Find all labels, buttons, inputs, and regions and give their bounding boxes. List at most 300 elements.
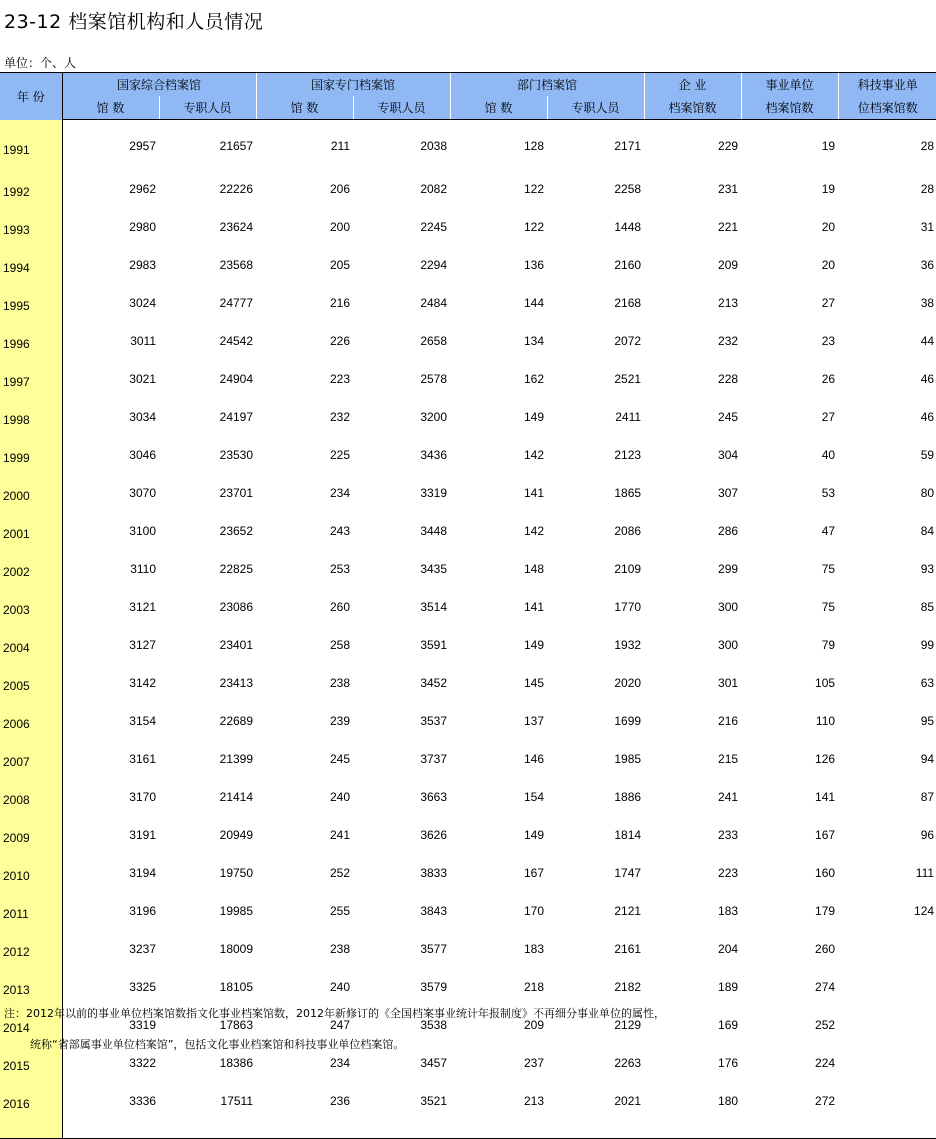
national-comprehensive-staff-cell: 23086 — [219, 599, 254, 614]
national-specialized-staff-cell: 3843 — [420, 903, 448, 918]
national-comprehensive-staff-cell: 24197 — [219, 409, 254, 424]
national-specialized-staff-cell: 3435 — [420, 561, 448, 576]
departmental-count-cell: 128 — [524, 138, 545, 153]
departmental-count-cell: 183 — [524, 941, 545, 956]
national-specialized-staff-cell: 2245 — [420, 219, 448, 234]
scitech-count-cell: 80 — [920, 485, 935, 500]
national-specialized-count-cell: 258 — [329, 637, 351, 652]
departmental-count-cell: 149 — [524, 637, 545, 652]
departmental-count-cell: 146 — [524, 751, 545, 766]
scitech-count-cell: 63 — [920, 675, 935, 690]
table-row — [0, 702, 936, 740]
departmental-staff-cell: 1699 — [614, 713, 642, 728]
year-cell: 2003 — [0, 588, 62, 626]
scitech-count-cell: 93 — [920, 561, 935, 576]
table-row — [0, 474, 936, 512]
national-comprehensive-count-cell: 3127 — [129, 637, 156, 652]
enterprise-count-cell: 180 — [718, 1093, 739, 1108]
institution-count-cell: 47 — [821, 523, 836, 538]
national-comprehensive-staff-cell: 22689 — [219, 713, 254, 728]
spacer-cell — [256, 1120, 353, 1139]
departmental-count-cell: 134 — [524, 333, 545, 348]
institution-count-cell: 272 — [815, 1093, 836, 1108]
scitech-count-cell — [838, 1082, 936, 1120]
table-row — [0, 816, 936, 854]
departmental-count-cell: 237 — [524, 1055, 545, 1070]
year-cell: 2000 — [0, 474, 62, 512]
spacer-cell — [644, 1120, 741, 1139]
national-comprehensive-staff-cell: 21399 — [219, 751, 254, 766]
national-specialized-count-cell: 260 — [329, 599, 351, 614]
national-specialized-count-cell: 226 — [329, 333, 351, 348]
departmental-staff-cell: 2182 — [614, 979, 642, 994]
enterprise-count-cell: 204 — [718, 941, 739, 956]
group-header-national-comprehensive: 国家综合档案馆 — [62, 73, 256, 97]
national-specialized-count-cell: 239 — [329, 713, 351, 728]
departmental-count-cell: 154 — [524, 789, 545, 804]
departmental-staff-cell: 1770 — [614, 599, 642, 614]
national-specialized-staff-cell: 3577 — [420, 941, 448, 956]
spacer-cell — [0, 1120, 62, 1139]
national-comprehensive-staff-cell: 21657 — [219, 138, 254, 153]
national-specialized-count-cell: 216 — [329, 295, 351, 310]
institution-count-cell: 27 — [821, 409, 836, 424]
scitech-count-cell — [838, 930, 936, 968]
spacer-cell — [741, 1120, 838, 1139]
national-specialized-count-cell: 238 — [329, 941, 351, 956]
national-comprehensive-staff-cell: 23530 — [219, 447, 254, 462]
national-comprehensive-count-cell: 2957 — [129, 138, 156, 153]
year-cell: 2005 — [0, 664, 62, 702]
departmental-count-cell: 148 — [524, 561, 545, 576]
institution-header-top: 事业单位 — [741, 73, 838, 97]
enterprise-count-cell: 189 — [718, 979, 739, 994]
scitech-count-cell: 96 — [920, 827, 935, 842]
institution-count-cell: 179 — [815, 903, 836, 918]
table-row — [0, 436, 936, 474]
national-specialized-staff-cell: 3537 — [420, 713, 448, 728]
institution-count-cell: 224 — [815, 1055, 836, 1070]
scitech-count-cell: 99 — [920, 637, 935, 652]
enterprise-count-cell: 223 — [718, 865, 739, 880]
national-comprehensive-staff-cell: 24904 — [219, 371, 254, 386]
national-comprehensive-count-cell: 3322 — [129, 1055, 156, 1070]
national-specialized-count-cell: 225 — [329, 447, 351, 462]
national-specialized-count-cell: 240 — [329, 789, 351, 804]
enterprise-count-cell: 304 — [718, 447, 739, 462]
national-comprehensive-count-cell: 3110 — [130, 561, 156, 576]
national-specialized-staff-cell: 3514 — [420, 599, 448, 614]
national-comprehensive-staff-cell: 22825 — [219, 561, 254, 576]
national-comprehensive-count-cell: 2980 — [129, 219, 156, 234]
departmental-count-cell: 141 — [524, 599, 545, 614]
departmental-count-cell: 136 — [524, 257, 545, 272]
institution-count-cell: 105 — [815, 675, 836, 690]
national-comprehensive-staff-cell: 19985 — [219, 903, 254, 918]
departmental-staff-cell: 2171 — [614, 138, 642, 153]
departmental-staff-cell: 1932 — [614, 637, 642, 652]
scitech-count-cell: 38 — [920, 295, 935, 310]
national-comprehensive-count-cell: 3194 — [129, 865, 156, 880]
institution-count-cell: 79 — [821, 637, 836, 652]
year-cell: 2013 — [0, 968, 62, 1006]
departmental-staff-cell: 2411 — [615, 409, 642, 424]
year-cell: 2016 — [0, 1082, 62, 1120]
year-cell: 1999 — [0, 436, 62, 474]
departmental-count-cell: 213 — [524, 1093, 545, 1108]
departmental-count-cell: 218 — [524, 979, 545, 994]
table-row — [0, 892, 936, 930]
year-cell: 2008 — [0, 778, 62, 816]
scitech-count-cell — [838, 1044, 936, 1082]
scitech-count-cell: 46 — [920, 409, 935, 424]
national-specialized-staff-cell: 2578 — [420, 371, 448, 386]
year-cell: 1993 — [0, 208, 62, 246]
national-comprehensive-staff-cell: 18386 — [219, 1055, 254, 1070]
scitech-count-cell: 31 — [920, 219, 935, 234]
institution-header-bottom: 档案馆数 — [741, 96, 838, 120]
enterprise-count-cell: 232 — [718, 333, 739, 348]
departmental-staff-cell: 2086 — [614, 523, 642, 538]
table-bottom-spacer — [0, 1120, 936, 1139]
national-comprehensive-staff-cell: 20949 — [219, 827, 254, 842]
table-row — [0, 1082, 936, 1120]
national-specialized-count-cell: 206 — [329, 181, 351, 196]
institution-count-cell: 19 — [821, 181, 836, 196]
institution-count-cell: 23 — [821, 333, 836, 348]
national-comprehensive-staff-cell: 23568 — [219, 257, 254, 272]
footnote-line-1: 注：2012年以前的事业单位档案馆数指文化事业档案馆数，2012年新修订的《全国档案事业统计年报制度》不再细分事业单位的属性， — [4, 1007, 665, 1020]
departmental-staff-cell: 2109 — [614, 561, 642, 576]
national-comprehensive-count-cell: 3325 — [129, 979, 156, 994]
scitech-count-cell: 94 — [920, 751, 935, 766]
departmental-count-cell: 142 — [524, 447, 545, 462]
departmental-staff-cell: 1865 — [614, 485, 642, 500]
institution-count-cell: 75 — [821, 561, 836, 576]
national-comprehensive-staff-cell: 23624 — [219, 219, 254, 234]
table-row — [0, 626, 936, 664]
national-specialized-staff-cell: 3579 — [420, 979, 448, 994]
departmental-staff-cell: 2521 — [614, 371, 642, 386]
departmental-staff-cell: 2161 — [614, 941, 642, 956]
institution-count-cell: 141 — [815, 789, 836, 804]
national-comprehensive-count-cell: 2962 — [129, 181, 156, 196]
national-comprehensive-count-cell: 3191 — [129, 827, 156, 842]
archives-table — [0, 72, 936, 1139]
departmental-staff-cell: 1814 — [614, 827, 642, 842]
departmental-staff-cell: 1747 — [614, 865, 642, 880]
group-header-national-specialized: 国家专门档案馆 — [256, 73, 450, 97]
sub-header-count: 馆 数 — [450, 96, 547, 120]
institution-count-cell: 126 — [815, 751, 836, 766]
national-comprehensive-staff-cell: 22226 — [219, 181, 254, 196]
national-comprehensive-staff-cell: 19750 — [219, 865, 254, 880]
national-specialized-staff-cell: 3591 — [420, 637, 448, 652]
institution-count-cell: 26 — [821, 371, 836, 386]
scitech-count-cell: 84 — [920, 523, 935, 538]
year-header: 年 份 — [0, 73, 62, 120]
national-specialized-count-cell: 234 — [329, 1055, 351, 1070]
year-cell: 1991 — [0, 120, 62, 170]
scitech-count-cell: 111 — [915, 865, 935, 880]
national-comprehensive-count-cell: 2983 — [129, 257, 156, 272]
national-comprehensive-staff-cell: 21414 — [219, 789, 254, 804]
table-row — [0, 208, 936, 246]
national-comprehensive-staff-cell: 17863 — [219, 1017, 254, 1032]
table-row — [0, 778, 936, 816]
national-comprehensive-staff-cell: 18009 — [219, 941, 254, 956]
enterprise-count-cell: 231 — [718, 181, 739, 196]
national-specialized-count-cell: 205 — [329, 257, 351, 272]
scitech-count-cell: 85 — [920, 599, 935, 614]
table-row — [0, 968, 936, 1006]
footnote-line-2: 统称“省部属事业单位档案馆”，包括文化事业档案馆和科技事业单位档案馆。 — [30, 1038, 405, 1051]
national-comprehensive-count-cell: 3161 — [129, 751, 156, 766]
departmental-staff-cell: 1985 — [614, 751, 642, 766]
national-specialized-count-cell: 234 — [329, 485, 351, 500]
table-row — [0, 120, 936, 170]
departmental-count-cell: 167 — [524, 865, 545, 880]
institution-count-cell: 40 — [821, 447, 836, 462]
sub-header-count: 馆 数 — [62, 96, 159, 120]
national-comprehensive-staff-cell: 23413 — [219, 675, 254, 690]
year-cell: 2015 — [0, 1044, 62, 1082]
spacer-cell — [450, 1120, 547, 1139]
institution-count-cell: 75 — [821, 599, 836, 614]
group-header-departmental: 部门档案馆 — [450, 73, 644, 97]
year-cell: 1998 — [0, 398, 62, 436]
sub-header-staff: 专职人员 — [353, 96, 450, 120]
national-specialized-staff-cell: 2082 — [420, 181, 448, 196]
national-specialized-count-cell: 253 — [329, 561, 351, 576]
scitech-count-cell: 46 — [920, 371, 935, 386]
enterprise-count-cell: 245 — [718, 409, 739, 424]
sub-header-staff: 专职人员 — [159, 96, 256, 120]
year-cell: 2009 — [0, 816, 62, 854]
enterprise-count-cell: 300 — [718, 637, 739, 652]
national-specialized-count-cell: 211 — [330, 138, 351, 153]
year-cell: 1997 — [0, 360, 62, 398]
departmental-staff-cell: 2123 — [614, 447, 642, 462]
enterprise-count-cell: 301 — [718, 675, 739, 690]
scitech-count-cell: 28 — [920, 138, 935, 153]
national-specialized-staff-cell: 3448 — [420, 523, 448, 538]
scitech-count-cell: 44 — [920, 333, 935, 348]
enterprise-header-top: 企 业 — [644, 73, 741, 97]
national-comprehensive-staff-cell: 23652 — [219, 523, 254, 538]
institution-count-cell: 160 — [815, 865, 836, 880]
national-specialized-staff-cell: 3538 — [420, 1017, 448, 1032]
institution-count-cell: 27 — [821, 295, 836, 310]
national-comprehensive-count-cell: 3237 — [129, 941, 156, 956]
institution-count-cell: 20 — [821, 257, 836, 272]
scitech-count-cell: 36 — [920, 257, 935, 272]
enterprise-count-cell: 300 — [718, 599, 739, 614]
national-specialized-staff-cell: 2294 — [420, 257, 448, 272]
year-cell: 2010 — [0, 854, 62, 892]
year-cell: 2004 — [0, 626, 62, 664]
year-cell: 2007 — [0, 740, 62, 778]
year-cell: 1992 — [0, 170, 62, 208]
national-comprehensive-count-cell: 3154 — [129, 713, 156, 728]
national-specialized-staff-cell: 3452 — [420, 675, 448, 690]
table-row — [0, 170, 936, 208]
institution-count-cell: 53 — [821, 485, 836, 500]
spacer-cell — [547, 1120, 644, 1139]
departmental-count-cell: 137 — [524, 713, 545, 728]
national-specialized-count-cell: 232 — [329, 409, 351, 424]
enterprise-count-cell: 215 — [718, 751, 739, 766]
spacer-cell — [159, 1120, 256, 1139]
national-comprehensive-count-cell: 3319 — [129, 1017, 156, 1032]
year-cell: 2006 — [0, 702, 62, 740]
national-specialized-staff-cell: 3737 — [420, 751, 448, 766]
table-row — [0, 930, 936, 968]
institution-count-cell: 260 — [815, 941, 836, 956]
enterprise-count-cell: 183 — [718, 903, 739, 918]
national-comprehensive-count-cell: 3011 — [130, 333, 156, 348]
national-specialized-count-cell: 200 — [329, 219, 351, 234]
departmental-count-cell: 149 — [524, 409, 545, 424]
national-comprehensive-staff-cell: 17511 — [220, 1093, 254, 1108]
departmental-count-cell: 162 — [524, 371, 545, 386]
national-comprehensive-staff-cell: 23701 — [219, 485, 254, 500]
departmental-staff-cell: 2160 — [614, 257, 642, 272]
enterprise-count-cell: 176 — [718, 1055, 739, 1070]
national-specialized-count-cell: 247 — [329, 1017, 351, 1032]
national-specialized-staff-cell: 3436 — [420, 447, 448, 462]
national-comprehensive-count-cell: 3024 — [129, 295, 156, 310]
year-cell: 2014 — [0, 1006, 62, 1044]
departmental-count-cell: 170 — [524, 903, 545, 918]
national-specialized-staff-cell: 3626 — [420, 827, 448, 842]
enterprise-count-cell: 229 — [718, 138, 739, 153]
national-comprehensive-count-cell: 3170 — [129, 789, 156, 804]
scitech-count-cell: 59 — [920, 447, 935, 462]
enterprise-header-bottom: 档案馆数 — [644, 96, 741, 120]
national-specialized-staff-cell: 3521 — [420, 1093, 448, 1108]
enterprise-count-cell: 241 — [718, 789, 739, 804]
national-comprehensive-staff-cell: 18105 — [219, 979, 254, 994]
departmental-staff-cell: 2258 — [614, 181, 642, 196]
departmental-staff-cell: 2263 — [614, 1055, 642, 1070]
enterprise-count-cell: 286 — [718, 523, 739, 538]
national-specialized-staff-cell: 3319 — [420, 485, 448, 500]
national-specialized-staff-cell: 2484 — [420, 295, 448, 310]
national-specialized-count-cell: 240 — [329, 979, 351, 994]
departmental-count-cell: 145 — [524, 675, 545, 690]
national-comprehensive-count-cell: 3121 — [129, 599, 156, 614]
departmental-count-cell: 141 — [524, 485, 545, 500]
national-specialized-staff-cell: 2658 — [420, 333, 448, 348]
table-row — [0, 246, 936, 284]
table-row — [0, 322, 936, 360]
scitech-count-cell: 28 — [920, 181, 935, 196]
national-comprehensive-count-cell: 3070 — [129, 485, 156, 500]
sub-header-count: 馆 数 — [256, 96, 353, 120]
national-specialized-count-cell: 223 — [329, 371, 351, 386]
institution-count-cell: 252 — [815, 1017, 836, 1032]
departmental-staff-cell: 1448 — [614, 219, 642, 234]
national-specialized-staff-cell: 3200 — [420, 409, 448, 424]
enterprise-count-cell: 233 — [718, 827, 739, 842]
scitech-count-cell: 124 — [914, 903, 935, 918]
table-row — [0, 854, 936, 892]
table-body — [0, 120, 936, 1139]
national-specialized-count-cell: 243 — [329, 523, 351, 538]
departmental-staff-cell: 1886 — [614, 789, 642, 804]
institution-count-cell: 20 — [821, 219, 836, 234]
national-comprehensive-staff-cell: 24777 — [219, 295, 254, 310]
spacer-cell — [838, 1120, 936, 1139]
departmental-count-cell: 142 — [524, 523, 545, 538]
national-specialized-count-cell: 238 — [329, 675, 351, 690]
enterprise-count-cell: 169 — [718, 1017, 739, 1032]
national-specialized-count-cell: 236 — [329, 1093, 351, 1108]
year-cell: 1995 — [0, 284, 62, 322]
departmental-staff-cell: 2020 — [614, 675, 642, 690]
departmental-count-cell: 122 — [524, 181, 545, 196]
institution-count-cell: 274 — [815, 979, 836, 994]
departmental-staff-cell: 2072 — [614, 333, 642, 348]
enterprise-count-cell: 221 — [718, 219, 739, 234]
national-comprehensive-count-cell: 3021 — [129, 371, 156, 386]
national-specialized-staff-cell: 3663 — [420, 789, 448, 804]
table-row — [0, 398, 936, 436]
enterprise-count-cell: 216 — [718, 713, 739, 728]
departmental-count-cell: 149 — [524, 827, 545, 842]
sub-header-staff: 专职人员 — [547, 96, 644, 120]
scitech-count-cell — [838, 1006, 936, 1044]
national-specialized-count-cell: 255 — [329, 903, 351, 918]
departmental-count-cell: 122 — [524, 219, 545, 234]
national-comprehensive-count-cell: 3196 — [129, 903, 156, 918]
table-row — [0, 284, 936, 322]
page-title: 23-12 档案馆机构和人员情况 — [4, 11, 264, 33]
table-row — [0, 512, 936, 550]
national-comprehensive-count-cell: 3046 — [129, 447, 156, 462]
enterprise-count-cell: 299 — [718, 561, 739, 576]
national-comprehensive-staff-cell: 23401 — [219, 637, 254, 652]
scitech-count-cell — [838, 968, 936, 1006]
table-row — [0, 360, 936, 398]
table-row — [0, 740, 936, 778]
scitech-header-bottom: 位档案馆数 — [838, 96, 936, 120]
year-cell: 2011 — [0, 892, 62, 930]
scitech-count-cell: 95 — [920, 713, 935, 728]
year-cell: 2001 — [0, 512, 62, 550]
national-specialized-count-cell: 245 — [329, 751, 351, 766]
departmental-count-cell: 144 — [524, 295, 545, 310]
national-comprehensive-staff-cell: 24542 — [219, 333, 254, 348]
table-row — [0, 588, 936, 626]
departmental-staff-cell: 2121 — [614, 903, 642, 918]
table-row — [0, 664, 936, 702]
national-specialized-count-cell: 252 — [329, 865, 351, 880]
departmental-staff-cell: 2129 — [614, 1017, 642, 1032]
national-comprehensive-count-cell: 3100 — [129, 523, 156, 538]
enterprise-count-cell: 228 — [718, 371, 739, 386]
departmental-staff-cell: 2168 — [614, 295, 642, 310]
table-row — [0, 550, 936, 588]
national-comprehensive-count-cell: 3034 — [129, 409, 156, 424]
institution-count-cell: 110 — [815, 713, 836, 728]
unit-label: 单位：个、人 — [4, 56, 77, 70]
enterprise-count-cell: 209 — [718, 257, 739, 272]
institution-count-cell: 167 — [815, 827, 836, 842]
scitech-header-top: 科技事业单 — [838, 73, 936, 97]
enterprise-count-cell: 213 — [718, 295, 739, 310]
